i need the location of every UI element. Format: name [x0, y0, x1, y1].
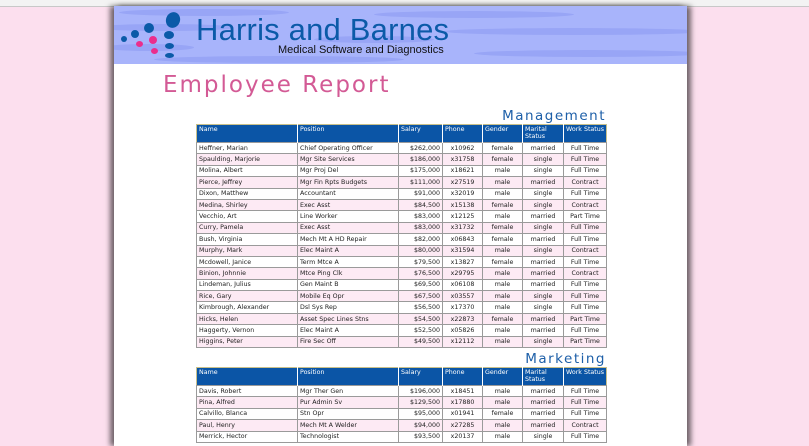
- cell-work-status: Part Time: [564, 211, 607, 222]
- cell-gender: female: [483, 313, 523, 324]
- cell-work-status: Full Time: [564, 302, 607, 313]
- report-page: [114, 6, 687, 446]
- table-row: [197, 256, 607, 267]
- cell-gender: male: [483, 325, 523, 336]
- cell-work-status: Part Time: [564, 336, 607, 347]
- cell-salary: $69,500: [399, 279, 443, 290]
- cell-position: Elec Maint A: [298, 245, 399, 256]
- cell-name: Bush, Virginia: [197, 234, 298, 245]
- section-title-marketing: Marketing: [525, 351, 606, 367]
- cell-name: Molina, Albert: [197, 165, 298, 176]
- cell-salary: $67,500: [399, 291, 443, 302]
- marketing-table: [196, 367, 607, 443]
- cell-salary: $52,500: [399, 325, 443, 336]
- cell-phone: x27285: [443, 420, 483, 431]
- table-row: [197, 268, 607, 279]
- cell-position: Fire Sec Off: [298, 336, 399, 347]
- cell-phone: x18451: [443, 386, 483, 397]
- column-header-work-status[interactable]: Work Status: [564, 125, 607, 143]
- cell-name: Dixon, Matthew: [197, 188, 298, 199]
- column-header-name[interactable]: Name: [197, 125, 298, 143]
- cell-gender: male: [483, 397, 523, 408]
- cell-marital-status: married: [523, 325, 564, 336]
- column-header-name[interactable]: Name: [197, 368, 298, 386]
- cell-marital-status: married: [523, 386, 564, 397]
- column-header-position[interactable]: Position: [298, 125, 399, 143]
- cell-work-status: Contract: [564, 245, 607, 256]
- table-row: [197, 302, 607, 313]
- management-table: [196, 124, 607, 348]
- header-row: [197, 368, 607, 386]
- table-row: [197, 420, 607, 431]
- cell-work-status: Contract: [564, 199, 607, 210]
- cell-name: Murphy, Mark: [197, 245, 298, 256]
- cell-work-status: Full Time: [564, 188, 607, 199]
- cell-salary: $83,000: [399, 222, 443, 233]
- cell-marital-status: single: [523, 222, 564, 233]
- cell-gender: female: [483, 154, 523, 165]
- table-row: [197, 408, 607, 419]
- cell-gender: male: [483, 431, 523, 442]
- cell-salary: $91,000: [399, 188, 443, 199]
- cell-phone: x29795: [443, 268, 483, 279]
- cell-work-status: Full Time: [564, 397, 607, 408]
- column-header-work-status[interactable]: Work Status: [564, 368, 607, 386]
- table-row: [197, 199, 607, 210]
- cell-marital-status: single: [523, 291, 564, 302]
- cell-marital-status: single: [523, 302, 564, 313]
- cell-work-status: Full Time: [564, 234, 607, 245]
- cell-name: Merrick, Hector: [197, 431, 298, 442]
- cell-work-status: Full Time: [564, 325, 607, 336]
- cell-marital-status: single: [523, 431, 564, 442]
- cell-work-status: Full Time: [564, 256, 607, 267]
- column-header-gender[interactable]: Gender: [483, 368, 523, 386]
- cell-salary: $129,500: [399, 397, 443, 408]
- cell-salary: $56,500: [399, 302, 443, 313]
- column-header-marital-status[interactable]: Marital Status: [523, 125, 564, 143]
- cell-phone: x22873: [443, 313, 483, 324]
- cell-position: Mgr Fin Rpts Budgets: [298, 177, 399, 188]
- cell-name: Higgins, Peter: [197, 336, 298, 347]
- cell-work-status: Full Time: [564, 291, 607, 302]
- cell-name: Spaulding, Marjorie: [197, 154, 298, 165]
- cell-position: Technologist: [298, 431, 399, 442]
- cell-marital-status: single: [523, 245, 564, 256]
- cell-marital-status: single: [523, 199, 564, 210]
- cell-salary: $84,500: [399, 199, 443, 210]
- cell-work-status: Contract: [564, 177, 607, 188]
- table-row: [197, 386, 607, 397]
- table-row: [197, 154, 607, 165]
- table-row: [197, 325, 607, 336]
- cell-position: Stn Opr: [298, 408, 399, 419]
- cell-salary: $196,000: [399, 386, 443, 397]
- cell-gender: male: [483, 211, 523, 222]
- cell-name: Heffner, Marian: [197, 143, 298, 154]
- table-row: [197, 188, 607, 199]
- cell-salary: $93,500: [399, 431, 443, 442]
- cell-position: Mgr Proj Del: [298, 165, 399, 176]
- cell-marital-status: married: [523, 420, 564, 431]
- cell-marital-status: single: [523, 336, 564, 347]
- cell-salary: $111,000: [399, 177, 443, 188]
- cell-gender: female: [483, 143, 523, 154]
- column-header-position[interactable]: Position: [298, 368, 399, 386]
- cell-name: Binion, Johnnie: [197, 268, 298, 279]
- column-header-salary[interactable]: Salary: [399, 368, 443, 386]
- table-row: [197, 177, 607, 188]
- cell-position: Mgr Site Services: [298, 154, 399, 165]
- cell-marital-status: married: [523, 177, 564, 188]
- table-row: [197, 165, 607, 176]
- cell-work-status: Contract: [564, 268, 607, 279]
- cell-gender: male: [483, 188, 523, 199]
- column-header-phone[interactable]: Phone: [443, 368, 483, 386]
- cell-phone: x05826: [443, 325, 483, 336]
- cell-position: Mtce Ping Clk: [298, 268, 399, 279]
- section-title-management: Management: [502, 108, 606, 124]
- cell-name: Pierce, Jeffrey: [197, 177, 298, 188]
- cell-phone: x06108: [443, 279, 483, 290]
- cell-phone: x06843: [443, 234, 483, 245]
- cell-position: Pur Admin Sv: [298, 397, 399, 408]
- cell-marital-status: married: [523, 279, 564, 290]
- cell-phone: x31758: [443, 154, 483, 165]
- cell-name: Mcdowell, Janice: [197, 256, 298, 267]
- cell-phone: x18621: [443, 165, 483, 176]
- cell-gender: male: [483, 165, 523, 176]
- cell-position: Elec Maint A: [298, 325, 399, 336]
- cell-position: Mech Mt A Welder: [298, 420, 399, 431]
- cell-gender: male: [483, 336, 523, 347]
- cell-marital-status: single: [523, 188, 564, 199]
- cell-marital-status: married: [523, 256, 564, 267]
- cell-name: Hicks, Helen: [197, 313, 298, 324]
- cell-name: Davis, Robert: [197, 386, 298, 397]
- table-row: [197, 143, 607, 154]
- cell-gender: female: [483, 408, 523, 419]
- cell-marital-status: married: [523, 234, 564, 245]
- cell-phone: x20137: [443, 431, 483, 442]
- cell-phone: x10962: [443, 143, 483, 154]
- cell-marital-status: married: [523, 143, 564, 154]
- cell-position: Chief Operating Officer: [298, 143, 399, 154]
- cell-work-status: Full Time: [564, 431, 607, 442]
- cell-position: Line Worker: [298, 211, 399, 222]
- cell-position: Dsl Sys Rep: [298, 302, 399, 313]
- cell-phone: x12112: [443, 336, 483, 347]
- cell-marital-status: married: [523, 313, 564, 324]
- cell-phone: x12125: [443, 211, 483, 222]
- cell-gender: male: [483, 291, 523, 302]
- cell-phone: x31732: [443, 222, 483, 233]
- table-row: [197, 279, 607, 290]
- cell-salary: $95,000: [399, 408, 443, 419]
- cell-phone: x13827: [443, 256, 483, 267]
- cell-marital-status: married: [523, 268, 564, 279]
- cell-gender: female: [483, 234, 523, 245]
- cell-salary: $76,500: [399, 268, 443, 279]
- company-tagline: Medical Software and Diagnostics: [278, 44, 444, 56]
- table-row: [197, 313, 607, 324]
- cell-phone: x17880: [443, 397, 483, 408]
- report-title: Employee Report: [163, 72, 391, 98]
- cell-work-status: Part Time: [564, 313, 607, 324]
- column-header-salary[interactable]: Salary: [399, 125, 443, 143]
- cell-name: Kimbrough, Alexander: [197, 302, 298, 313]
- cell-position: Exec Asst: [298, 199, 399, 210]
- cell-gender: female: [483, 199, 523, 210]
- table-row: [197, 397, 607, 408]
- cell-phone: x03557: [443, 291, 483, 302]
- cell-phone: x01941: [443, 408, 483, 419]
- table-row: [197, 222, 607, 233]
- cell-gender: male: [483, 279, 523, 290]
- header-banner: [114, 6, 687, 64]
- cell-salary: $262,000: [399, 143, 443, 154]
- cell-name: Haggerty, Vernon: [197, 325, 298, 336]
- cell-salary: $82,000: [399, 234, 443, 245]
- cell-name: Lindeman, Julius: [197, 279, 298, 290]
- table-row: [197, 291, 607, 302]
- table-row: [197, 211, 607, 222]
- cell-gender: male: [483, 245, 523, 256]
- cell-name: Rice, Gary: [197, 291, 298, 302]
- cell-position: Gen Maint B: [298, 279, 399, 290]
- header-row: [197, 125, 607, 143]
- cell-position: Mobile Eq Opr: [298, 291, 399, 302]
- cell-position: Accountant: [298, 188, 399, 199]
- cell-work-status: Full Time: [564, 222, 607, 233]
- cell-work-status: Full Time: [564, 143, 607, 154]
- cell-work-status: Contract: [564, 420, 607, 431]
- cell-gender: male: [483, 302, 523, 313]
- cell-gender: male: [483, 420, 523, 431]
- cell-phone: x32019: [443, 188, 483, 199]
- cell-work-status: Full Time: [564, 154, 607, 165]
- cell-gender: female: [483, 222, 523, 233]
- table-row: [197, 245, 607, 256]
- table-row: [197, 336, 607, 347]
- cell-salary: $49,500: [399, 336, 443, 347]
- cell-work-status: Full Time: [564, 408, 607, 419]
- cell-salary: $80,000: [399, 245, 443, 256]
- cell-phone: x17370: [443, 302, 483, 313]
- cell-gender: male: [483, 177, 523, 188]
- cell-marital-status: single: [523, 154, 564, 165]
- company-name: Harris and Barnes: [196, 12, 450, 47]
- column-header-gender[interactable]: Gender: [483, 125, 523, 143]
- cell-gender: male: [483, 268, 523, 279]
- cell-phone: x31594: [443, 245, 483, 256]
- cell-marital-status: married: [523, 211, 564, 222]
- cell-salary: $79,500: [399, 256, 443, 267]
- cell-name: Medina, Shirley: [197, 199, 298, 210]
- cell-name: Paul, Henry: [197, 420, 298, 431]
- cell-marital-status: married: [523, 397, 564, 408]
- table-row: [197, 234, 607, 245]
- cell-work-status: Full Time: [564, 279, 607, 290]
- cell-salary: $94,000: [399, 420, 443, 431]
- cell-gender: male: [483, 386, 523, 397]
- cell-salary: $175,000: [399, 165, 443, 176]
- column-header-marital-status[interactable]: Marital Status: [523, 368, 564, 386]
- table-row: [197, 431, 607, 442]
- cell-marital-status: single: [523, 165, 564, 176]
- cell-work-status: Full Time: [564, 386, 607, 397]
- cell-name: Calvillo, Blanca: [197, 408, 298, 419]
- column-header-phone[interactable]: Phone: [443, 125, 483, 143]
- cell-salary: $54,500: [399, 313, 443, 324]
- cell-marital-status: married: [523, 408, 564, 419]
- cell-salary: $186,000: [399, 154, 443, 165]
- cell-phone: x27519: [443, 177, 483, 188]
- cell-name: Pina, Alfred: [197, 397, 298, 408]
- cell-salary: $83,000: [399, 211, 443, 222]
- cell-position: Mgr Ther Gen: [298, 386, 399, 397]
- cell-position: Exec Asst: [298, 222, 399, 233]
- cell-name: Curry, Pamela: [197, 222, 298, 233]
- cell-gender: female: [483, 256, 523, 267]
- cell-phone: x15138: [443, 199, 483, 210]
- cell-position: Asset Spec Lines Stns: [298, 313, 399, 324]
- cell-position: Term Mtce A: [298, 256, 399, 267]
- cell-name: Vecchio, Art: [197, 211, 298, 222]
- cell-work-status: Full Time: [564, 165, 607, 176]
- cell-position: Mech Mt A HD Repair: [298, 234, 399, 245]
